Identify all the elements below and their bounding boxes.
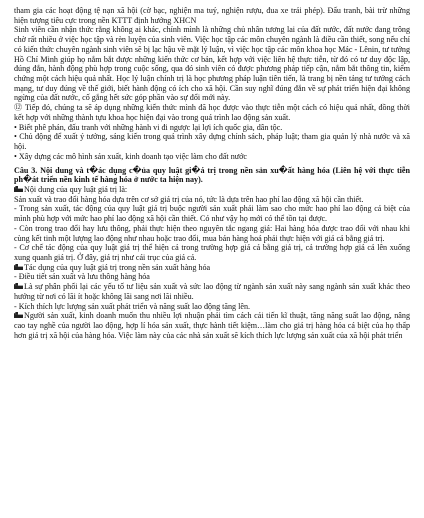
sofa-bullet-icon (14, 283, 23, 289)
paragraph-text: Tác dụng của quy luật giá trị trong nền sản xuất hàng hóa (24, 262, 211, 272)
paragraph (14, 25, 410, 103)
paragraph (14, 195, 410, 205)
paragraph-text: Sinh viên cần nhận thức rằng không ai khác, chính mình là những chủ nhân tương lai của đất nước, đất nước đang trông chờ rất nhiều ở việc học tập và rèn luyện của sinh viên. Việc học tập các môn chuyên ngành là điều cần thiết, song nếu chỉ có kiến thức chuyên ngành sinh viên sẽ bị lạc hậu về mặt lý luận, vì việc học tập các môn khoa học Mác - Lênin, tư tưởng Hồ Chí Minh giúp họ nắm bắt được những kiến thức cơ bản, kết hợp với việc liên hệ thực tiễn, từ đó có tư duy độc lập, đúng đắn, hành động phù hợp trong cuộc sống, qua đó sinh viên có được phương pháp tiếp cận, nắm bắt thông tin, kiểm chứng một cách hiệu quả nhất. Học lý luận chính trị là học phương pháp luận tiên tiến, là trang bị nền tảng tư tưởng cách mạng, tư duy đúng về thế giới, biết hành động có ích cho xã hội. Cần suy nghĩ đúng đắn về sự phát triển hiện đại không ngừng của đất nước, cố gắng hết sức góp phần vào sự đổi mới này. (14, 25, 410, 103)
paragraph (14, 243, 410, 262)
paragraph-text: • Xây dựng các mô hình sản xuất, kinh doanh tạo việc làm cho đất nước (14, 151, 248, 161)
paragraph (14, 282, 410, 301)
paragraph-text: - Trong sản xuất, tác động của quy luật giá trị buộc người sản xuất phải làm sao cho mức hao phí lao động cá biệt của mình phù hợp với mức hao phí lao động xã hội cần thiết. Có như vậy họ mới có thể tồn tại được. (14, 204, 410, 224)
paragraph-text: Câu 3. Nội dung và t�ác dụng c�ủa quy luật gi�á trị trong nền sản xu�ất hàng hóa (Liên hệ với thực tiễn ph�át triển nền kinh tế hàng hóa ở nước ta hiện nay). (14, 165, 410, 185)
paragraph (14, 123, 410, 133)
paragraph (14, 263, 410, 273)
paragraph (14, 6, 410, 25)
paragraph (14, 311, 410, 340)
paragraph-text: • Biết phê phán, đấu tranh với những hành vi đi ngược lại lợi ích quốc gia, dân tộc. (14, 122, 283, 132)
paragraph-text: Sản xuất và trao đổi hàng hóa dựa trên cơ sở giá trị của nó, tức là dựa trên hao phí lao động xã hội cần thiết. (14, 194, 364, 204)
paragraph (14, 204, 410, 223)
paragraph-text: - Kích thích lực lượng sản xuất phát triển và năng suất lao động tăng lên. (14, 301, 251, 311)
paragraph-text: tham gia các hoạt động tệ nạn xã hội (cờ bạc, nghiện ma tuý, nghiện rượu, đua xe trái phép). Đấu tranh, bài trừ những hiện tượng tiêu cực trong nền KTTT định hướng XHCN (14, 6, 410, 25)
paragraph-text: ⑫ Tiếp đó, chúng ta sẽ áp dụng những kiến thức mình đã học được vào thực tiễn một cách có hiệu quả nhất, đồng thời kết hợp với những thành tựu khoa học hiện đại vào trong quá trình lao động sản xuất. (14, 103, 410, 122)
sofa-bullet-icon (14, 186, 23, 192)
paragraph-text: - Cơ chế tác động của quy luật giá trị thể hiện cả trong trường hợp giá cả bằng giá trị, cả trường hợp giá cả lên xuống xung quanh giá trị. Ở đây, giá trị như cái trục của giá cả. (14, 243, 410, 262)
paragraph (14, 132, 410, 151)
paragraph-text: • Chủ động để xuất ý tưởng, sáng kiến trong quá trình xây dựng chính sách, pháp luật; tham gia quản lý nhà nước và xã hội. (14, 132, 410, 152)
paragraph-text: Là sự phân phối lại các yếu tố tư liệu sản xuất và sức lao động từ ngành sản xuất này sang ngành sản xuất khác theo hướng từ nơi có lãi ít hoặc không lãi sang nơi lãi nhiều. (14, 282, 410, 301)
paragraph-text: Người sản xuất, kinh doanh muốn thu nhiều lợi nhuận phải tìm cách cải tiến kĩ thuật, tăng năng suất lao động, nâng cao tay nghề của người lao động, hợp lí hóa sản xuất, thực hành tiết kiệm…làm cho giá trị hàng hóa cá biệt của họ thấp hơn giá trị xã hội của hàng hóa. Việc làm này của các nhà sản xuất sẽ kích thích lực lượng sản xuất của xã hội phát triển (14, 311, 410, 340)
paragraph-text: - Còn trong trao đổi hay lưu thông, phải thực hiện theo nguyên tắc ngang giá: Hai hàng hóa được trao đổi với nhau khi cùng kết tinh một lượng lao động như nhau hoặc trao đổi, mua bán hàng hoá phải thực hiện với giá cả bằng giá trị. (14, 223, 410, 243)
paragraph-text: - Điều tiết sản xuất và lưu thông hàng hóa (14, 272, 150, 282)
paragraph (14, 302, 410, 312)
paragraph (14, 224, 410, 243)
paragraph (14, 185, 410, 195)
paragraph (14, 152, 410, 162)
paragraph (14, 103, 410, 122)
paragraph-text: Nội dung của quy luật giá trị là: (24, 184, 128, 194)
sofa-bullet-icon (14, 312, 23, 318)
paragraph (14, 272, 410, 282)
sofa-bullet-icon (14, 264, 23, 270)
section-heading (14, 166, 410, 185)
